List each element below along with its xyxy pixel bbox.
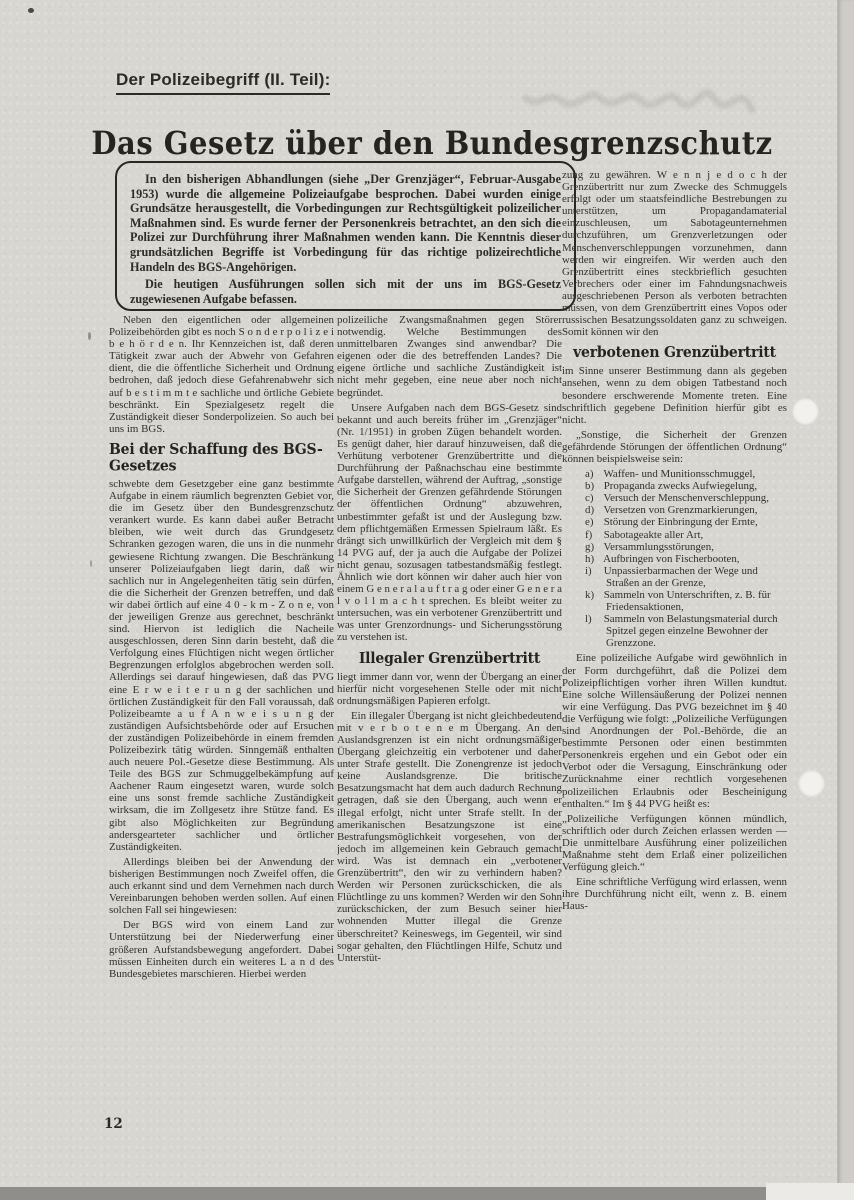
article-title: Das Gesetz über den Bundesgrenzschutz — [91, 125, 773, 163]
scan-speckle — [28, 8, 34, 13]
paragraph: Eine schriftliche Verfügung wird erlassen, wenn ihre Durchführung nicht eilt, wenn z. B. einem Haus- — [562, 876, 787, 913]
paragraph: In den bisherigen Abhandlungen (siehe „Der Grenzjäger“, Februar-Ausgabe 1953) wurde die allgemeine Polizeiaufgabe besprochen. Dabei wurden einige Grundsätze herausgestellt, die Vorbedingungen zur Rechtsgültigkeit polizeilicher Maßnahmen sind. Es wurde ferner der Personenkreis betrachtet, an den sich die Polizei zur Durchführung ihrer Maßnahmen wenden kann. Die Kenntnis dieser grundsätzlichen Begriffe ist Vorbedingung für das richtige polizeirechtliche Handeln des BGS-Angehörigen. — [130, 172, 561, 274]
list-marker: k) — [585, 589, 595, 601]
list-marker: a) — [585, 468, 594, 481]
list-text: Versammlungsstörungen, — [601, 540, 714, 553]
text-column-middle — [337, 314, 562, 1180]
list-item — [562, 613, 787, 649]
list-text: Propaganda zwecks Aufwiegelung, — [601, 480, 758, 493]
paragraph: Neben den eigentlichen oder allgemeinen Polizeibehörden gibt es noch S o n d e r p o l i z e i b e h ö r d e n. Ihr Kennzeichen ist, daß deren Tätigkeit zwar auch der Abwehr von Gefahren dient, die die öffentliche Sicherheit und Ordnung bedrohen, daß jedoch diese Gefahrenabwehr sich auf b e s t i m m t e sachliche und örtliche Gebiete beschränkt. Ein Spezialgesetz regelt die Zuständigkeit dieser Sonderpolizeien. So auch bei uns im BGS. — [109, 314, 334, 435]
scan-speckle — [90, 560, 92, 567]
list-text: Störung der Einbringung der Ernte, — [601, 516, 758, 529]
punch-hole — [798, 770, 825, 797]
paragraph: Ein illegaler Übergang ist nicht gleichbedeutend mit v e r b o t e n e m Übergang. An den Auslandsgrenzen ist ein nicht ordnungsmäßiger Übergang gleichzeitig ein verbotener und daher unter Strafe gestellt. Die Zonengrenze ist jedoch keine Auslandsgrenze. Die britische Besatzungsmacht hat dem auch dadurch Rechnung getragen, daß sie den Übergang, auch wenn er illegal erfolgt, nicht unter Strafe stellt. In der amerikanischen Besatzungszone ist eine Bestrafungsmöglichkeit vorgesehen, von der jedoch im allgemeinen kein Gebrauch gemacht wird. Was ist demnach ein „verbotener Grenzübertritt“, den wir zu verhindern haben? Werden wir Personen zurückschicken, die als Flüchtlinge zu uns kommen? Werden wir den Sohn zurückschicken, der zum Besuch seiner hier wohnenden Mutter illegal die Grenze überschreitet? Keineswegs, im Gegenteil, wir sind sogar gehalten, den Flüchtlingen Hilfe, Schutz und Unterstüt- — [337, 709, 562, 964]
list-item — [562, 480, 787, 492]
section-heading: Illegaler Grenzübertritt — [358, 650, 541, 667]
list-marker: l) — [585, 613, 592, 626]
list-marker: b) — [585, 480, 595, 493]
scan-speckle — [88, 332, 91, 340]
list-item — [562, 529, 787, 541]
paragraph: Allerdings bleiben bei der Anwendung der bisherigen Bestimmungen noch Zweifel offen, die auch erkannt sind und dem Vernehmen nach durch Vereinbarungen behoben werden sollen. Auf einen solchen Fall sei hingewiesen: — [109, 855, 334, 917]
list-text: Unpassierbarmachen der Wege und Straßen an der Grenze, — [601, 564, 758, 589]
list-marker: i) — [585, 564, 592, 577]
paragraph: schwebte dem Gesetzgeber eine ganz bestimmte Aufgabe in einem räumlich begrenzten Gebiet vor, die im Gesetz über den Bundesgrenzschutz verankert wurde. Es kann dabei außer Betracht bleiben, wie weit durch das Grundgesetz Schranken gezogen waren, die uns in die nunmehr gewiesene Richtung zwangen. Die Beschränkung unserer Polizeiaufgaben liegt darin, daß wir sachlich nur in Angelegenheiten tätig sein dürfen, die die Sicherheit der Grenzen betreffen, und daß wir dabei örtlich auf eine 4 0 - k m - Z o n e, von der jeweiligen Grenze aus gerechnet, beschränkt sind. Hiervon ist lediglich die Nacheile ausgeschlossen, deren Sinn darin besteht, daß die Verfolgung eines Flüchtigen nicht wegen örtlicher Begrenzungen erfolglos abgebrochen werden soll. Allerdings sei darauf hingewiesen, daß das PVG eine E r w e i t e r u n g der sachlichen und örtlichen Zuständigkeit für den Fall voraussah, daß Polizeibeamte a u f A n w e i s u n g der zuständigen Aufsichtsbehörde oder auf Ersuchen der zuständigen Polizeibehörde in einem fremden Polizeibezirk tätig würden. Sinngemäß enthalten auch neuere Pol.-Gesetze diese Bestimmung. Als Teile des BGS zur Schmuggelbekämpfung auf Aachener Raum eingesetzt waren, wurde solch eine uns sonst fremde sachliche Zuständigkeit wirksam, die im Zollgesetz ihre Stütze fand. Es gibt also Möglichkeiten zur Begründung andersgearteter sachlicher und örtlicher Zuständigkeiten. — [109, 477, 334, 853]
list-item — [562, 504, 787, 516]
list-item — [562, 589, 787, 613]
list-text: Sammeln von Belastungsmaterial durch Spitzel gegen einzelne Bewohner der Grenzzone. — [601, 613, 778, 650]
list-marker: f) — [585, 528, 593, 541]
article-kicker: Der Polizeibegriff (II. Teil): — [116, 70, 330, 95]
paragraph: Der BGS wird von einem Land zur Unterstützung bei der Niederwerfung einer größeren Aufstandsbewegung angefordert. Dabei müssen Einheiten durch ein weiteres L a n d des Bundesgebietes marschieren. Hierbei werden — [109, 919, 334, 980]
lead-summary-box — [115, 161, 576, 311]
paragraph: Unsere Aufgaben nach dem BGS-Gesetz sind bekannt und auch bereits früher im „Grenzjäger“ (Nr. 1/1951) in groben Zügen behandelt worden. Es genügt daher, hier darauf hinzuweisen, daß die Verhütung verbotener Grenzübertritte und die Durchführung der Paßnachschau eine bestimmte Aufgabe darstellen, während der Auftrag, „sonstige die Sicherheit der Grenzen gefährdende Störungen der öffentlichen Ordnung“ abzuwehren, unbestimmter gefaßt ist und der Auslegung bzw. dem pflichtgemäßen Ermessen Spielraum läßt. Es drängt sich unwillkürlich der Vergleich mit dem § 14 PVG auf, der ja auch die Aufgabe der Polizei nicht genau, sozusagen tatbestandsmäßig festlegt. Ähnlich wie dort können wir daher auch hier von einem G e n e r a l a u f t r a g oder einer G e n e r a l v o l l m a c h t sprechen. Es bleibt weiter zu untersuchen, was ein verbotener Grenzübertritt und was unter Grenzordnungs- und Sicherungsstörung zu verstehen ist. — [337, 401, 562, 644]
paragraph: Eine polizeiliche Aufgabe wird gewöhnlich in der Form durchgeführt, daß die Polizei dem Polizeipflichtigen vorher ihren Willen kundtut. Eine solche Willensäußerung der Polizei nennen wir eine Verfügung. Das PVG bezeichnet im § 40 die Verfügung wie folgt: „Polizeiliche Verfügungen sind Anordnungen der Pol.-Behörde, die an bestimmte Personen oder einen bestimmten Personenkreis ergehen und ein Gebot oder ein Verbot oder die Versagung, Einschränkung oder Zurücknahme einer rechtlich vorgesehenen polizeilichen Erlaubnis oder Bescheinigung enthalten.“ Im § 44 PVG heißt es: — [562, 652, 787, 810]
paragraph: zung zu gewähren. W e n n j e d o c h der Grenzübertritt nur zum Zwecke des Schmuggels erfolgt oder um staatsfeindliche Bestrebungen zu unterstützen, um Propagandamaterial einzuschleusen, um Sabotageunternehmen durchzuführen, um Grenzverletzungen oder Menschenverschleppungen vorzunehmen, dann werden wir eingreifen. Wir werden auch den Grenzübertritt eines steckbrieflich gesuchten Verbrechers oder einer im Fahndungsnachweis ausgeschriebenen Person als verboten betrachten müssen, von dem Grenzübertritt eines Vopos oder russischen Besatzungssoldaten ganz zu schweigen. Somit können wir den — [562, 169, 787, 339]
list-marker: g) — [585, 540, 595, 553]
ink-bleedthrough-artifact — [520, 70, 760, 130]
list-item — [562, 541, 787, 553]
list-item — [562, 468, 787, 480]
list-text: Versetzen von Grenzmarkierungen, — [601, 504, 758, 517]
list-text: Waffen- und Munitionsschmuggel, — [601, 468, 756, 481]
list-marker: e) — [585, 516, 594, 529]
paragraph: liegt immer dann vor, wenn der Übergang an einer hierfür nicht vorgesehenen Stelle oder mit nicht ordnungsmäßigen Papieren erfolgt. — [337, 670, 562, 707]
section-heading: Bei der Schaffung des BGS-Gesetzes — [109, 441, 323, 475]
list-text: Versuch der Menschenverschleppung, — [601, 492, 769, 505]
paragraph: „Sonstige, die Sicherheit der Grenzen gefährdende Störungen der öffentlichen Ordnung“ können beispielsweise sein: — [562, 428, 787, 465]
section-heading: verbotenen Grenzübertritt — [573, 344, 776, 362]
enumerated-list — [562, 468, 787, 649]
paragraph: im Sinne unserer Bestimmung dann als gegeben ansehen, wenn zu dem obigen Tatbestand noch besondere erschwerende Momente treten. Eine schriftlich gegebene Definition hierfür gibt es nicht. — [562, 365, 787, 426]
list-text: Aufbringen von Fischerbooten, — [601, 552, 740, 565]
list-marker: d) — [585, 504, 595, 517]
page-number: 12 — [104, 1116, 123, 1132]
paragraph: „Polizeiliche Verfügungen können mündlich, schriftlich oder durch Zeichen erlassen werden — Die unmittelbare Ausführung einer polizeilichen Maßnahme steht dem Erlaß einer polizeilichen Verfügung gleich.“ — [562, 812, 787, 874]
list-text: Sammeln von Unterschriften, z. B. für Friedensaktionen, — [601, 589, 771, 614]
paragraph: polizeiliche Zwangsmaßnahmen gegen Störer notwendig. Welche Bestimmungen des unmittelbaren Zwanges sind anwendbar? Die eigenen oder die des betreffenden Landes? Die eigene örtliche und sachliche Zuständigkeit ist nicht mehr gegeben, eine neue aber noch nicht begründet. — [337, 314, 562, 399]
list-marker: c) — [585, 492, 594, 505]
list-item — [562, 565, 787, 589]
scan-corner — [766, 1183, 854, 1200]
list-item — [562, 553, 787, 565]
list-marker: h) — [585, 552, 595, 565]
list-item — [562, 516, 787, 528]
scan-bottom-band — [0, 1187, 766, 1200]
punch-hole — [792, 398, 819, 425]
paragraph: Die heutigen Ausführungen sollen sich mit der uns im BGS-Gesetz zugewiesenen Aufgabe befassen. — [130, 277, 561, 306]
text-column-right — [562, 169, 787, 1179]
text-column-left — [109, 314, 334, 1114]
list-item — [562, 492, 787, 504]
scan-edge-band — [837, 0, 854, 1200]
list-text: Sabotageakte aller Art, — [601, 528, 704, 541]
